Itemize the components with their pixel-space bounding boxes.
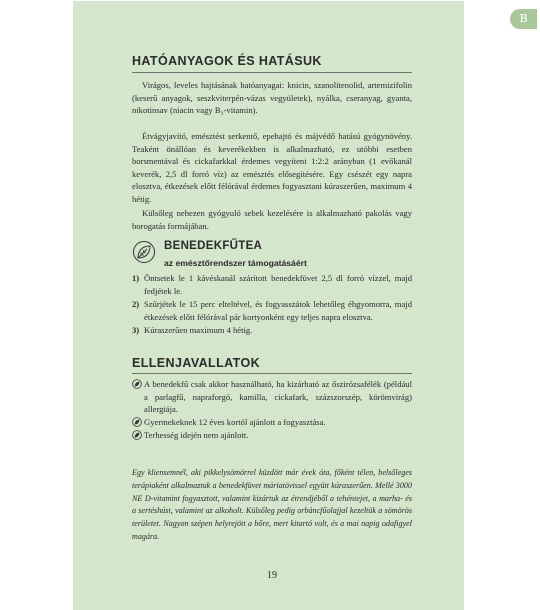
recipe-step <box>132 272 412 297</box>
leaf-bullet-icon <box>132 430 142 440</box>
paragraph-external-use: Külsőleg nehezen gyógyuló sebek kezelésére is alkalmazható pakolás vagy borogatás formájában. <box>132 208 412 231</box>
paragraph-effects: Étvágyjavító, emésztést serkentő, epehajtó és májvédő hatású gyógynövény. Teaként önállóan és keverékekben is alkalmazható, ez utóbbi esetben borsmentával és cickafarkkal érdemes vegyíteni 1:2:2 arányban (1 evőkanál keverék, 2,5 dl forró víz) az emésztés elősegítésére. Egy csészét egy napra elosztva, étkezések előtt félórával érdemes fogyasztani kúraszerűen, maximum 4 hétig. <box>132 131 412 204</box>
section-rule <box>132 373 412 374</box>
recipe-step <box>132 298 412 323</box>
recipe-step <box>132 324 412 337</box>
step-number: 3) <box>132 325 140 335</box>
leaf-bullet-icon <box>132 417 142 427</box>
step-text: Öntsetek le 1 kávéskanál szárított benedekfüvet 2,5 dl forró vízzel, majd fedjétek le. <box>144 273 412 296</box>
paragraph-ingredients: Virágos, leveles hajtásának hatóanyagai: knicin, szanolitenolid, artemizifolin (keserű anyagok, seszkviterpén-vázas vegyületek), nyálka, cseranyag, gyanta, nikotinsav (niacin vagy B₃-vitamin). <box>132 80 412 116</box>
list-item <box>132 416 412 429</box>
list-item <box>132 429 412 442</box>
step-number: 1) <box>132 273 140 283</box>
list-item <box>132 378 412 416</box>
step-text: Kúraszerűen maximum 4 hétig. <box>144 325 253 335</box>
recipe-title: BENEDEKFŰTEA <box>164 240 263 252</box>
leaf-in-circle-icon <box>132 240 156 264</box>
contraindication-text: Terhesség idején nem ajánlott. <box>144 430 249 440</box>
leaf-bullet-icon <box>132 379 142 389</box>
contraindication-text: A benedekfű csak akkor használható, ha kizárható az őszirózsafélék (például a parlagfű, napraforgó, kamilla, cickafark, százszorszép, körömvirág) allergiája. <box>144 379 412 415</box>
section-title-contraindications: ELLENJAVALLATOK <box>132 356 260 370</box>
section-title-active: HATÓANYAGOK ÉS HATÁSUK <box>132 54 322 68</box>
section-rule <box>132 72 412 73</box>
step-number: 2) <box>132 299 140 309</box>
chapter-tab: B <box>510 9 537 29</box>
page-number: 19 <box>267 570 277 581</box>
recipe-subtitle: az emésztőrendszer támogatásáért <box>164 258 307 268</box>
step-text: Szűrjétek le 15 perc elteltével, és fogyasszátok lehetőleg éhgyomorra, majd étkezések előtt félórával pár kortyonként egy teljes napra elosztva. <box>144 299 412 322</box>
case-note: Egy kliensemnél, aki pikkelysömörrel küzdött már évek óta, főként télen, belsőleges terápiaként alkalmaztuk a benedekfüvet máriatövissel együtt kúraszerűen. Mellé 3000 NE D-vitamint fogyasztott, valamint kizártuk az étrendjéből a tehéntejet, a marha- és a sertéshúst, valamint az alkoholt. Külsőleg pedig orbáncfűolajjal kezeltük a sömörös területet. Nagyon szépen helyrejött a bőre, mert kitartó volt, és a mai napig odafigyel magára. <box>132 468 412 541</box>
contraindication-text: Gyermekeknek 12 éves kortól ajánlott a fogyasztása. <box>144 417 326 427</box>
